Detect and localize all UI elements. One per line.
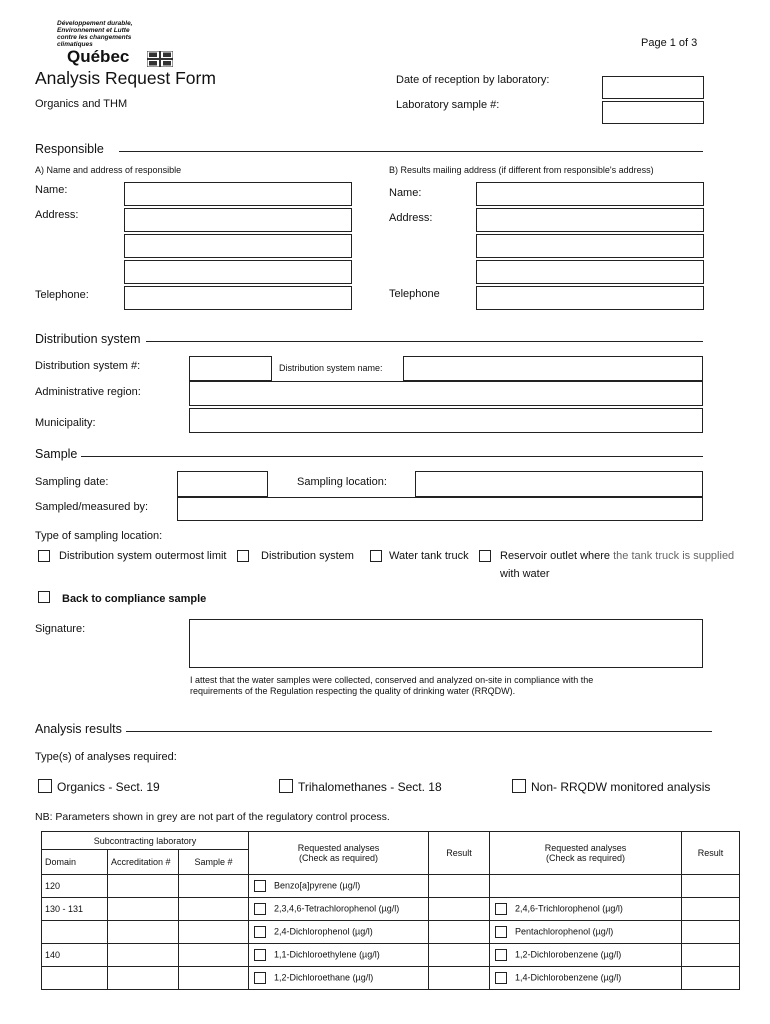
accreditation-cell[interactable] <box>108 898 179 921</box>
analysis-checkbox[interactable] <box>495 972 507 984</box>
quebec-flag-icon <box>147 51 173 67</box>
accreditation-cell[interactable] <box>108 944 179 967</box>
option-non-rrqdw: Non- RRQDW monitored analysis <box>531 780 711 794</box>
result-cell[interactable] <box>682 875 740 898</box>
logo-line: Environnement et Lutte <box>57 27 130 34</box>
section-title-distribution: Distribution system <box>35 332 141 346</box>
analysis-name: 1,4-Dichlorobenzene (µg/l) <box>515 972 622 983</box>
result-cell[interactable] <box>682 898 740 921</box>
name-field-a[interactable] <box>124 182 352 206</box>
result-cell[interactable] <box>429 921 490 944</box>
sampling-location-label: Sampling location: <box>297 476 387 488</box>
domain-cell <box>42 967 108 990</box>
checkbox-distribution-system[interactable] <box>237 550 249 562</box>
responsible-a-label: A) Name and address of responsible <box>35 165 182 175</box>
address-field-a-2[interactable] <box>124 234 352 258</box>
option-distribution-system: Distribution system <box>261 550 354 562</box>
requested-analyses-header-right <box>490 832 682 875</box>
sampling-date-label: Sampling date: <box>35 476 109 488</box>
analysis-checkbox[interactable] <box>254 949 266 961</box>
result-cell[interactable] <box>429 875 490 898</box>
sample-number-cell[interactable] <box>179 898 249 921</box>
sampling-location-field[interactable] <box>415 471 703 497</box>
divider <box>119 151 703 152</box>
domain-cell: 140 <box>42 944 108 967</box>
sampled-by-field[interactable] <box>177 497 703 521</box>
requested-note: (Check as required) <box>299 853 379 863</box>
telephone-field-b[interactable] <box>476 286 704 310</box>
requested-title: Requested analyses <box>297 843 380 853</box>
analysis-name: 1,1-Dichloroethylene (µg/l) <box>274 949 380 960</box>
analysis-name: 1,2-Dichloroethane (µg/l) <box>274 972 374 983</box>
analysis-cell-left <box>249 921 429 944</box>
option-outermost-limit: Distribution system outermost limit <box>59 550 227 562</box>
attestation-line-2: requirements of the Regulation respecting the quality of drinking water (RRQDW). <box>190 686 516 696</box>
municipality-field[interactable] <box>189 408 703 433</box>
address-field-b-1[interactable] <box>476 208 704 232</box>
analysis-name: 2,4-Dichlorophenol (µg/l) <box>274 926 373 937</box>
address-field-b-2[interactable] <box>476 234 704 258</box>
ministry-logo <box>57 20 187 66</box>
lab-sample-field[interactable] <box>602 101 704 124</box>
analysis-cell-left <box>249 967 429 990</box>
divider <box>146 341 703 342</box>
logo-line: contre les changements <box>57 34 132 41</box>
checkbox-back-compliance[interactable] <box>38 591 50 603</box>
result-cell[interactable] <box>429 898 490 921</box>
analysis-types-label: Type(s) of analyses required: <box>35 751 177 763</box>
table-row <box>42 875 740 898</box>
logo-line: climatiques <box>57 41 93 48</box>
telephone-field-a[interactable] <box>124 286 352 310</box>
checkbox-reservoir-outlet[interactable] <box>479 550 491 562</box>
domain-cell: 120 <box>42 875 108 898</box>
analysis-cell-left <box>249 898 429 921</box>
sample-number-cell[interactable] <box>179 967 249 990</box>
checkbox-trihalomethanes[interactable] <box>279 779 293 793</box>
responsible-b-label: B) Results mailing address (if different from responsible's address) <box>389 165 654 175</box>
analysis-cell-left <box>249 875 429 898</box>
table-row <box>42 921 740 944</box>
form-subtitle: Organics and THM <box>35 98 128 110</box>
logo-quebec-word: Québec <box>67 47 130 66</box>
accreditation-cell[interactable] <box>108 875 179 898</box>
section-title-analysis: Analysis results <box>35 722 122 736</box>
option-reservoir-outlet-cont: with water <box>500 568 550 580</box>
address-field-b-3[interactable] <box>476 260 704 284</box>
option-water-tank-truck: Water tank truck <box>389 550 469 562</box>
result-header-left: Result <box>429 832 490 875</box>
analysis-checkbox[interactable] <box>254 903 266 915</box>
back-compliance-label: Back to compliance sample <box>62 593 207 605</box>
subcontracting-header: Subcontracting laboratory <box>42 832 249 850</box>
signature-label: Signature: <box>35 623 86 635</box>
analysis-name: 2,4,6-Trichlorophenol (µg/l) <box>515 903 623 914</box>
analysis-name: 1,2-Dichlorobenzene (µg/l) <box>515 949 622 960</box>
divider <box>81 456 703 457</box>
analysis-name: 2,3,4,6-Tetrachlorophenol (µg/l) <box>274 903 400 914</box>
checkbox-organics[interactable] <box>38 779 52 793</box>
administrative-region-label: Administrative region: <box>35 386 141 398</box>
form-title: Analysis Request Form <box>35 68 216 88</box>
sample-number-cell[interactable] <box>179 944 249 967</box>
analysis-checkbox[interactable] <box>254 972 266 984</box>
analysis-checkbox[interactable] <box>254 926 266 938</box>
sampling-date-field[interactable] <box>177 471 268 497</box>
page-number: Page 1 of 3 <box>641 37 698 49</box>
name-label-b: Name: <box>389 187 422 199</box>
reception-date-field[interactable] <box>602 76 704 99</box>
attestation-line-1: I attest that the water samples were collected, conserved and analyzed on-site in compliance with the <box>190 675 594 685</box>
address-field-a-1[interactable] <box>124 208 352 232</box>
distribution-number-label: Distribution system #: <box>35 360 141 372</box>
domain-cell: 130 - 131 <box>42 898 108 921</box>
analysis-checkbox[interactable] <box>495 926 507 938</box>
table-row <box>42 898 740 921</box>
accreditation-header: Accreditation # <box>108 850 179 875</box>
result-cell[interactable] <box>682 967 740 990</box>
option-organics: Organics - Sect. 19 <box>57 780 160 794</box>
option-reservoir-outlet <box>500 550 734 562</box>
section-title-responsible: Responsible <box>35 142 104 156</box>
option-trihalomethanes: Trihalomethanes - Sect. 18 <box>298 780 442 794</box>
address-label-b: Address: <box>389 212 433 224</box>
requested-title: Requested analyses <box>544 843 627 853</box>
address-label-a: Address: <box>35 209 79 221</box>
sampled-by-label: Sampled/measured by: <box>35 501 149 513</box>
address-field-a-3[interactable] <box>124 260 352 284</box>
result-cell[interactable] <box>682 921 740 944</box>
sampling-type-label: Type of sampling location: <box>35 530 163 542</box>
analysis-checkbox[interactable] <box>495 903 507 915</box>
analysis-cell-left <box>249 944 429 967</box>
analysis-name: Pentachlorophenol (µg/l) <box>515 926 614 937</box>
table-header-row <box>42 832 740 850</box>
administrative-region-field[interactable] <box>189 381 703 406</box>
analysis-cell-right <box>490 921 682 944</box>
domain-header: Domain <box>42 850 108 875</box>
telephone-label-a: Telephone: <box>35 289 89 301</box>
signature-field[interactable] <box>189 619 703 668</box>
option-reservoir-outlet-part1: Reservoir outlet where <box>500 550 614 562</box>
table-row <box>42 944 740 967</box>
accreditation-cell[interactable] <box>108 921 179 944</box>
analysis-checkbox[interactable] <box>254 880 266 892</box>
result-cell[interactable] <box>682 944 740 967</box>
analysis-checkbox[interactable] <box>495 949 507 961</box>
reception-date-label: Date of reception by laboratory: <box>396 74 550 86</box>
name-field-b[interactable] <box>476 182 704 206</box>
result-cell[interactable] <box>429 944 490 967</box>
distribution-number-field[interactable] <box>189 356 272 381</box>
requested-note: (Check as required) <box>546 853 626 863</box>
result-cell[interactable] <box>429 967 490 990</box>
nb-note: NB: Parameters shown in grey are not part of the regulatory control process. <box>35 811 390 823</box>
requested-analyses-header-left <box>249 832 429 875</box>
sample-number-header: Sample # <box>179 850 249 875</box>
analysis-cell-right <box>490 875 682 898</box>
sample-number-cell[interactable] <box>179 921 249 944</box>
analysis-cell-right <box>490 944 682 967</box>
section-title-sample: Sample <box>35 447 78 461</box>
divider <box>126 731 712 732</box>
checkbox-non-rrqdw[interactable] <box>512 779 526 793</box>
domain-cell <box>42 921 108 944</box>
analysis-name: Benzo[a]pyrene (µg/l) <box>274 880 361 891</box>
telephone-label-b: Telephone <box>389 288 440 300</box>
analysis-table <box>41 831 740 990</box>
logo-line: Développement durable, <box>57 20 133 27</box>
municipality-label: Municipality: <box>35 417 96 429</box>
sample-number-cell[interactable] <box>179 875 249 898</box>
distribution-name-label: Distribution system name: <box>279 363 383 373</box>
distribution-name-field[interactable] <box>403 356 703 381</box>
accreditation-cell[interactable] <box>108 967 179 990</box>
lab-sample-label: Laboratory sample #: <box>396 99 500 111</box>
table-row <box>42 967 740 990</box>
checkbox-outermost-limit[interactable] <box>38 550 50 562</box>
result-header-right: Result <box>682 832 740 875</box>
option-reservoir-outlet-grey: the tank truck is supplied <box>613 550 735 562</box>
checkbox-water-tank-truck[interactable] <box>370 550 382 562</box>
name-label-a: Name: <box>35 184 68 196</box>
analysis-cell-right <box>490 898 682 921</box>
analysis-cell-right <box>490 967 682 990</box>
